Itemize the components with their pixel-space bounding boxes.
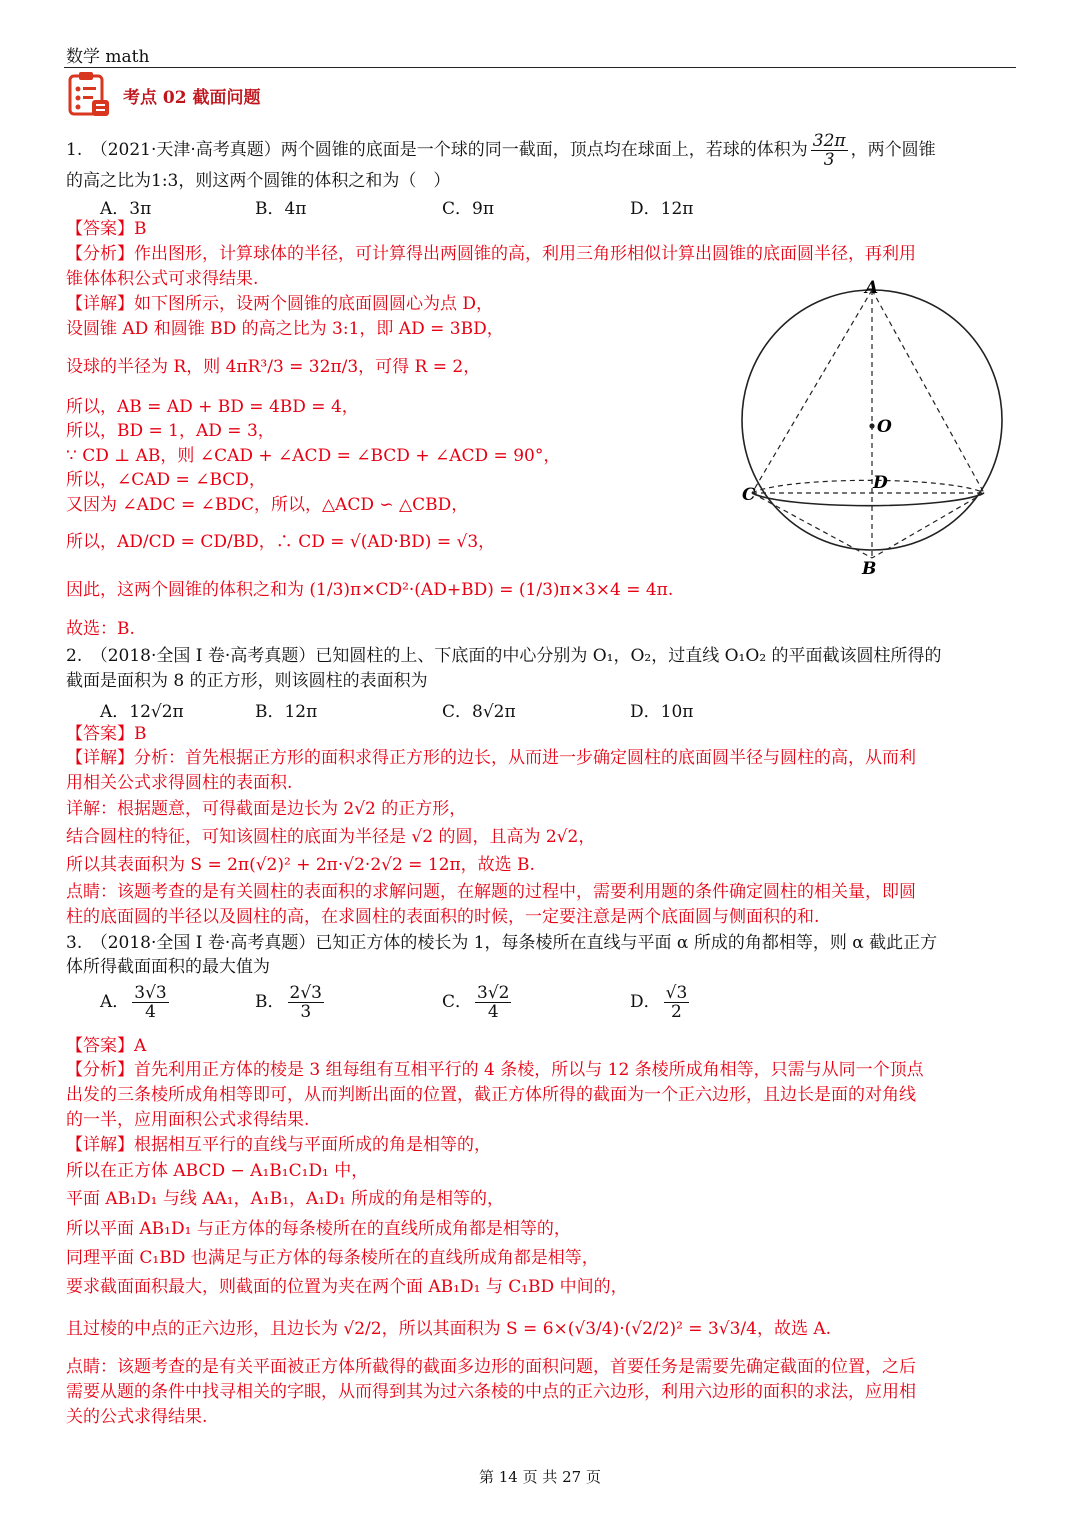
q1-detail-line: 设圆锥 AD 和圆锥 BD 的高之比为 3:1，即 AD = 3BD，: [66, 319, 504, 339]
q2-detail-line: 柱的底面圆的半径以及圆柱的高，在求圆柱的表面积的时候，一定要注意是两个底面圆与侧面积的和.: [66, 907, 820, 927]
q3-answer: 【答案】A: [66, 1036, 147, 1056]
q1-analysis-line2: 锥体体积公式可求得结果.: [66, 269, 259, 289]
q1-detail-line: 设球的半径为 R，则 4πR³/3 = 32π/3，可得 R = 2，: [66, 357, 481, 377]
q2-line1: 2. （2018·全国 I 卷·高考真题）已知圆柱的上、下底面的中心分别为 O₁，O₂，过直线 O₁O₂ 的平面截该圆柱所得的: [66, 646, 942, 666]
header-rule: [64, 67, 1016, 68]
q2-option-b: B．12π: [255, 702, 318, 722]
q1-option-b: B．4π: [255, 199, 307, 219]
q3-detail-line: 要求截面面积最大，则截面的位置为夹在两个面 AB₁D₁ 与 C₁BD 中间的，: [66, 1277, 628, 1297]
q1-detail-line: 所以，BD = 1，AD = 3，: [66, 421, 275, 441]
q3-detail-line: 同理平面 C₁BD 也满足与正方体的每条棱所在的直线所成角都是相等，: [66, 1248, 599, 1268]
topic-title: 考点 02 截面问题: [123, 88, 261, 108]
q2-option-d: D．10π: [630, 702, 694, 722]
label-A: A: [865, 280, 879, 298]
q1-detail-line: 故选：B.: [66, 619, 135, 639]
q2-detail-line: 详解：根据题意，可得截面是边长为 2√2 的正方形，: [66, 799, 467, 819]
q2-detail-line: 结合圆柱的特征，可知该圆柱的底面为半径是 √2 的圆，且高为 2√2，: [66, 827, 596, 847]
clipboard-icon: [66, 70, 112, 118]
q2-detail-line: 【详解】分析：首先根据正方形的面积求得正方形的边长，从而进一步确定圆柱的底面圆半径与圆柱的高，从而利: [66, 748, 916, 768]
q2-answer: 【答案】B: [66, 724, 147, 744]
label-D: D: [873, 473, 888, 493]
q2-detail-line: 用相关公式求得圆柱的表面积.: [66, 773, 293, 793]
line-A-right: [872, 290, 984, 493]
q2-detail-line: 所以其表面积为 S = 2π(√2)² + 2π·√2·2√2 = 12π，故选 B.: [66, 855, 535, 875]
q3-detail-line: 且过棱的中点的正六边形，且边长为 √2/2，所以其面积为 S = 6×(√3/4)·(√2/2)² = 3√3/4，故选 A.: [66, 1319, 832, 1339]
q1-detail-line: 【详解】如下图所示，设两个圆锥的底面圆圆心为点 D，: [66, 294, 494, 314]
q1-line2: 的高之比为1:3，则这两个圆锥的体积之和为（ ）: [66, 171, 451, 191]
q3-option-d: D． $\frac{√3}{2}$: [630, 983, 688, 1022]
label-C: C: [742, 485, 756, 505]
q3-detail-line: 平面 AB₁D₁ 与线 AA₁，A₁B₁，A₁D₁ 所成的角是相等的，: [66, 1189, 504, 1209]
q3-line2: 体所得截面面积的最大值为: [66, 957, 270, 977]
q1-option-d: D．12π: [630, 199, 694, 219]
q3-detail-line: 所以在正方体 ABCD − A₁B₁C₁D₁ 中，: [66, 1161, 369, 1181]
q3-option-b: B． $\frac{2√3}{3}$: [255, 983, 322, 1022]
q2-line2: 截面是面积为 8 的正方形，则该圆柱的表面积为: [66, 671, 428, 691]
q2-detail-line: 点睛：该题考查的是有关圆柱的表面积的求解问题，在解题的过程中，需要利用题的条件确定圆柱的相关量，即圆: [66, 882, 916, 902]
q1-answer: 【答案】B: [66, 219, 147, 239]
label-O: O: [877, 417, 892, 437]
center-point: [869, 423, 874, 428]
q3-detail-line: 所以平面 AB₁D₁ 与正方体的每条棱所在的直线所成角都是相等的，: [66, 1219, 571, 1239]
q2-option-c: C．8√2π: [442, 702, 516, 722]
line-AC: [752, 290, 872, 493]
q1-detail-line: 所以，∠CAD = ∠BCD，: [66, 470, 266, 490]
section-back-arc: [752, 480, 984, 493]
q1-detail-line: 又因为 ∠ADC = ∠BDC，所以，△ACD ∽ △CBD，: [66, 495, 469, 515]
q3-detail-line: 关的公式求得结果.: [66, 1407, 208, 1427]
sphere-cone-figure: [732, 280, 1012, 580]
q1-detail-line: ∵ CD ⊥ AB，则 ∠CAD + ∠ACD = ∠BCD + ∠ACD = 90°，: [66, 446, 561, 466]
q3-option-a: A． $\frac{3√3}{4}$: [100, 983, 167, 1022]
page-footer: 第 14 页 共 27 页: [478, 1468, 601, 1486]
q3-detail-line: 需要从题的条件中找寻相关的字眼，从而得到其为过六条棱的中点的正六边形，利用六边形的面积的求法，应用相: [66, 1382, 916, 1402]
header-subject: 数学 math: [66, 47, 150, 67]
q3-detail-line: 出发的三条棱所成角相等即可，从而判断出面的位置，截正方体所得的截面为一个正六边形，且边长是面的对角线: [66, 1085, 916, 1105]
q3-line1: 3. （2018·全国 I 卷·高考真题）已知正方体的棱长为 1，每条棱所在直线与平面 α 所成的角都相等，则 α 截此正方: [66, 933, 938, 953]
section-front-arc: [752, 493, 984, 506]
q1-detail-line: 所以，AD/CD = CD/BD，∴ CD = √(AD·BD) = √3，: [66, 532, 496, 552]
q3-detail-line: 的一半，应用面积公式求得结果.: [66, 1110, 310, 1130]
q3-detail-line: 【分析】首先利用正方体的棱是 3 组每组有互相平行的 4 条棱，所以与 12 条棱所成角相等，只需与从同一个顶点: [66, 1060, 924, 1080]
q3-detail-line: 点睛：该题考查的是有关平面被正方体所截得的截面多边形的面积问题，首要任务是需要先确定截面的位置，之后: [66, 1357, 916, 1377]
q1-analysis-line1: 【分析】作出图形，计算球体的半径，可计算得出两圆锥的高，利用三角形相似计算出圆锥的底面圆半径，再利用: [66, 244, 916, 264]
q2-option-a: A．12√2π: [100, 702, 184, 722]
q1-option-c: C．9π: [442, 199, 494, 219]
q1-detail-line: 所以，AB = AD + BD = 4BD = 4，: [66, 397, 359, 417]
q1-line1: 1. （2021·天津·高考真题）两个圆锥的底面是一个球的同一截面，顶点均在球面上，若球的体积为 $\frac{32\pi}{3}$ ，两个圆锥: [66, 131, 936, 170]
q1-option-a: A．3π: [100, 199, 152, 219]
q1-detail-line: 因此，这两个圆锥的体积之和为 (1/3)π×CD²·(AD+BD) = (1/3)π×3×4 = 4π.: [66, 580, 674, 600]
label-B: B: [862, 559, 877, 579]
q3-detail-line: 【详解】根据相互平行的直线与平面所成的角是相等的，: [66, 1135, 491, 1155]
q3-option-c: C． $\frac{3√2}{4}$: [442, 983, 510, 1022]
